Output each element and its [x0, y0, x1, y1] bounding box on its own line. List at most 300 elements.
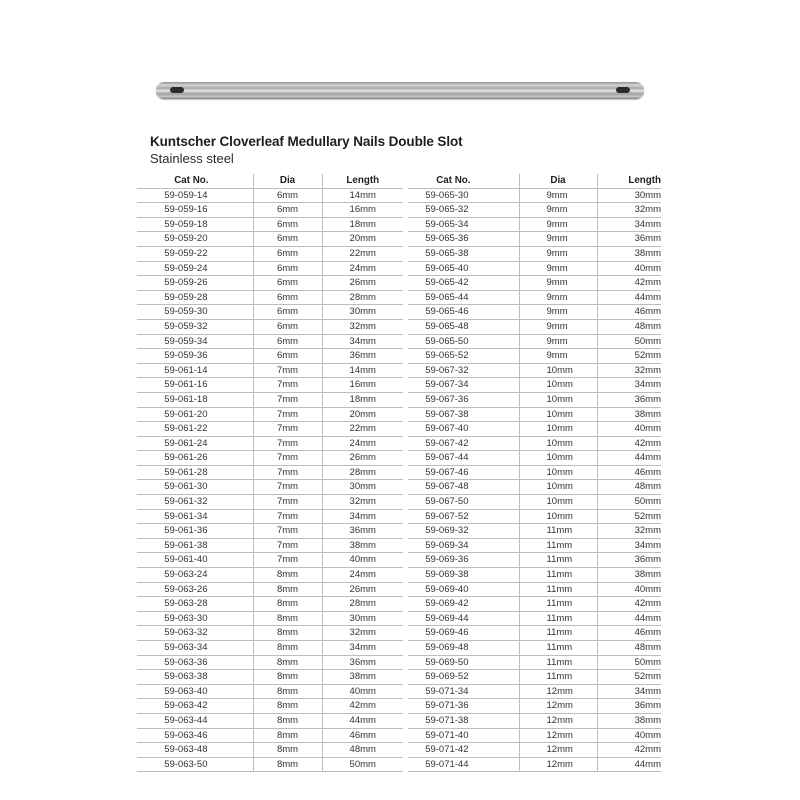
length-cell: 44mm	[597, 757, 661, 772]
dia-cell: 9mm	[519, 305, 597, 320]
dia-cell: 9mm	[519, 319, 597, 334]
table-row	[137, 684, 403, 699]
dia-cell: 7mm	[253, 422, 322, 437]
table-row	[137, 582, 403, 597]
length-cell: 46mm	[597, 626, 661, 641]
table-row	[408, 246, 661, 261]
table-row	[137, 728, 403, 743]
length-cell: 14mm	[322, 363, 403, 378]
length-cell: 52mm	[597, 670, 661, 685]
product-material: Stainless steel	[150, 151, 234, 166]
cat-no-cell: 59-067-38	[408, 407, 519, 422]
length-cell: 38mm	[597, 407, 661, 422]
length-cell: 42mm	[597, 276, 661, 291]
spec-table-right	[408, 174, 661, 772]
table-row	[408, 597, 661, 612]
cat-no-cell: 59-065-52	[408, 349, 519, 364]
table-row	[408, 290, 661, 305]
length-cell: 40mm	[597, 422, 661, 437]
cat-no-cell: 59-061-14	[137, 363, 253, 378]
dia-cell: 7mm	[253, 524, 322, 539]
length-cell: 18mm	[322, 217, 403, 232]
dia-cell: 9mm	[519, 349, 597, 364]
cat-no-cell: 59-061-38	[137, 538, 253, 553]
table-row	[137, 378, 403, 393]
length-cell: 44mm	[322, 713, 403, 728]
dia-cell: 8mm	[253, 713, 322, 728]
dia-cell: 12mm	[519, 757, 597, 772]
dia-cell: 10mm	[519, 509, 597, 524]
length-cell: 48mm	[597, 480, 661, 495]
dia-cell: 6mm	[253, 261, 322, 276]
table-row	[137, 407, 403, 422]
length-cell: 32mm	[322, 319, 403, 334]
length-cell: 16mm	[322, 203, 403, 218]
cat-no-cell: 59-071-36	[408, 699, 519, 714]
cat-no-cell: 59-065-34	[408, 217, 519, 232]
dia-cell: 10mm	[519, 378, 597, 393]
table-header-row	[408, 174, 661, 188]
cat-no-cell: 59-065-50	[408, 334, 519, 349]
spec-table-left	[137, 174, 403, 772]
table-row	[408, 553, 661, 568]
dia-cell: 12mm	[519, 713, 597, 728]
table-row	[137, 261, 403, 276]
length-cell: 38mm	[322, 538, 403, 553]
length-cell: 26mm	[322, 451, 403, 466]
length-cell: 14mm	[322, 188, 403, 203]
length-cell: 46mm	[597, 305, 661, 320]
length-cell: 32mm	[322, 495, 403, 510]
dia-cell: 7mm	[253, 465, 322, 480]
length-cell: 36mm	[597, 553, 661, 568]
cat-no-cell: 59-067-44	[408, 451, 519, 466]
cat-no-cell: 59-059-32	[137, 319, 253, 334]
length-cell: 32mm	[322, 626, 403, 641]
table-row	[408, 495, 661, 510]
cat-no-cell: 59-071-44	[408, 757, 519, 772]
dia-cell: 6mm	[253, 232, 322, 247]
cat-no-cell: 59-065-42	[408, 276, 519, 291]
cat-no-cell: 59-063-40	[137, 684, 253, 699]
table-row	[137, 246, 403, 261]
dia-cell: 7mm	[253, 509, 322, 524]
table-row	[408, 655, 661, 670]
dia-cell: 9mm	[519, 188, 597, 203]
column-header-length: Length	[597, 174, 661, 188]
dia-cell: 9mm	[519, 334, 597, 349]
dia-cell: 6mm	[253, 319, 322, 334]
cat-no-cell: 59-067-52	[408, 509, 519, 524]
length-cell: 34mm	[322, 509, 403, 524]
length-cell: 20mm	[322, 407, 403, 422]
table-row	[137, 363, 403, 378]
dia-cell: 9mm	[519, 276, 597, 291]
table-row	[408, 684, 661, 699]
dia-cell: 10mm	[519, 495, 597, 510]
cat-no-cell: 59-061-16	[137, 378, 253, 393]
dia-cell: 10mm	[519, 480, 597, 495]
cat-no-cell: 59-071-34	[408, 684, 519, 699]
cat-no-cell: 59-071-38	[408, 713, 519, 728]
table-row	[408, 728, 661, 743]
cat-no-cell: 59-061-32	[137, 495, 253, 510]
table-row	[408, 349, 661, 364]
length-cell: 38mm	[597, 246, 661, 261]
dia-cell: 8mm	[253, 728, 322, 743]
table-row	[137, 276, 403, 291]
dia-cell: 12mm	[519, 743, 597, 758]
cat-no-cell: 59-061-30	[137, 480, 253, 495]
length-cell: 34mm	[322, 641, 403, 656]
length-cell: 50mm	[597, 334, 661, 349]
cat-no-cell: 59-059-36	[137, 349, 253, 364]
table-row	[408, 451, 661, 466]
dia-cell: 6mm	[253, 334, 322, 349]
dia-cell: 7mm	[253, 451, 322, 466]
cat-no-cell: 59-063-26	[137, 582, 253, 597]
cat-no-cell: 59-061-20	[137, 407, 253, 422]
dia-cell: 10mm	[519, 465, 597, 480]
table-row	[137, 480, 403, 495]
table-row	[408, 743, 661, 758]
table-row	[137, 392, 403, 407]
length-cell: 34mm	[597, 684, 661, 699]
table-row	[408, 232, 661, 247]
table-row	[137, 568, 403, 583]
cat-no-cell: 59-065-46	[408, 305, 519, 320]
dia-cell: 7mm	[253, 378, 322, 393]
cat-no-cell: 59-069-52	[408, 670, 519, 685]
cat-no-cell: 59-061-36	[137, 524, 253, 539]
dia-cell: 11mm	[519, 568, 597, 583]
table-row	[137, 509, 403, 524]
length-cell: 34mm	[322, 334, 403, 349]
cat-no-cell: 59-063-44	[137, 713, 253, 728]
table-row	[137, 655, 403, 670]
cat-no-cell: 59-069-46	[408, 626, 519, 641]
cat-no-cell: 59-067-48	[408, 480, 519, 495]
dia-cell: 10mm	[519, 363, 597, 378]
dia-cell: 9mm	[519, 203, 597, 218]
dia-cell: 7mm	[253, 392, 322, 407]
length-cell: 52mm	[597, 509, 661, 524]
table-row	[137, 188, 403, 203]
table-row	[408, 757, 661, 772]
cat-no-cell: 59-065-38	[408, 246, 519, 261]
cat-no-cell: 59-061-28	[137, 465, 253, 480]
length-cell: 52mm	[597, 349, 661, 364]
cat-no-cell: 59-063-42	[137, 699, 253, 714]
dia-cell: 7mm	[253, 538, 322, 553]
length-cell: 32mm	[597, 203, 661, 218]
length-cell: 50mm	[597, 655, 661, 670]
length-cell: 46mm	[597, 465, 661, 480]
table-row	[137, 334, 403, 349]
length-cell: 24mm	[322, 261, 403, 276]
length-cell: 40mm	[597, 261, 661, 276]
length-cell: 40mm	[597, 728, 661, 743]
cat-no-cell: 59-069-42	[408, 597, 519, 612]
cat-no-cell: 59-061-40	[137, 553, 253, 568]
table-row	[137, 451, 403, 466]
dia-cell: 11mm	[519, 582, 597, 597]
cat-no-cell: 59-063-46	[137, 728, 253, 743]
cat-no-cell: 59-061-18	[137, 392, 253, 407]
dia-cell: 10mm	[519, 407, 597, 422]
column-header-length: Length	[322, 174, 403, 188]
length-cell: 24mm	[322, 568, 403, 583]
column-header-cat-no: Cat No.	[408, 174, 519, 188]
length-cell: 30mm	[322, 611, 403, 626]
dia-cell: 7mm	[253, 407, 322, 422]
table-row	[137, 495, 403, 510]
cat-no-cell: 59-059-26	[137, 276, 253, 291]
cat-no-cell: 59-065-32	[408, 203, 519, 218]
cat-no-cell: 59-063-34	[137, 641, 253, 656]
dia-cell: 8mm	[253, 684, 322, 699]
table-row	[137, 743, 403, 758]
length-cell: 34mm	[597, 538, 661, 553]
cat-no-cell: 59-069-44	[408, 611, 519, 626]
cat-no-cell: 59-059-16	[137, 203, 253, 218]
cat-no-cell: 59-063-38	[137, 670, 253, 685]
table-row	[408, 261, 661, 276]
table-header-row	[137, 174, 403, 188]
length-cell: 42mm	[322, 699, 403, 714]
dia-cell: 6mm	[253, 276, 322, 291]
cat-no-cell: 59-069-36	[408, 553, 519, 568]
table-row	[137, 611, 403, 626]
dia-cell: 8mm	[253, 757, 322, 772]
table-row	[137, 465, 403, 480]
table-row	[408, 319, 661, 334]
length-cell: 40mm	[597, 582, 661, 597]
dia-cell: 7mm	[253, 480, 322, 495]
table-row	[137, 203, 403, 218]
dia-cell: 11mm	[519, 524, 597, 539]
length-cell: 46mm	[322, 728, 403, 743]
dia-cell: 8mm	[253, 597, 322, 612]
table-row	[408, 378, 661, 393]
length-cell: 32mm	[597, 524, 661, 539]
table-row	[408, 509, 661, 524]
cat-no-cell: 59-063-32	[137, 626, 253, 641]
dia-cell: 6mm	[253, 290, 322, 305]
length-cell: 32mm	[597, 363, 661, 378]
length-cell: 30mm	[597, 188, 661, 203]
table-row	[137, 626, 403, 641]
dia-cell: 6mm	[253, 203, 322, 218]
table-row	[408, 217, 661, 232]
table-row	[408, 422, 661, 437]
dia-cell: 8mm	[253, 626, 322, 641]
length-cell: 36mm	[322, 655, 403, 670]
length-cell: 40mm	[322, 684, 403, 699]
product-title: Kuntscher Cloverleaf Medullary Nails Double Slot	[150, 134, 463, 149]
cat-no-cell: 59-063-30	[137, 611, 253, 626]
dia-cell: 11mm	[519, 611, 597, 626]
table-row	[137, 670, 403, 685]
length-cell: 40mm	[322, 553, 403, 568]
cat-no-cell: 59-065-40	[408, 261, 519, 276]
table-row	[137, 422, 403, 437]
length-cell: 48mm	[597, 641, 661, 656]
table-row	[137, 713, 403, 728]
length-cell: 28mm	[322, 290, 403, 305]
cat-no-cell: 59-067-36	[408, 392, 519, 407]
length-cell: 36mm	[322, 524, 403, 539]
cat-no-cell: 59-059-34	[137, 334, 253, 349]
length-cell: 30mm	[322, 305, 403, 320]
dia-cell: 11mm	[519, 626, 597, 641]
length-cell: 48mm	[322, 743, 403, 758]
cat-no-cell: 59-059-14	[137, 188, 253, 203]
table-row	[408, 363, 661, 378]
table-row	[137, 597, 403, 612]
cat-no-cell: 59-059-22	[137, 246, 253, 261]
cat-no-cell: 59-067-50	[408, 495, 519, 510]
length-cell: 36mm	[597, 232, 661, 247]
cat-no-cell: 59-065-30	[408, 188, 519, 203]
table-row	[408, 611, 661, 626]
cat-no-cell: 59-065-44	[408, 290, 519, 305]
length-cell: 50mm	[597, 495, 661, 510]
table-row	[408, 641, 661, 656]
dia-cell: 7mm	[253, 436, 322, 451]
dia-cell: 10mm	[519, 392, 597, 407]
cat-no-cell: 59-059-20	[137, 232, 253, 247]
length-cell: 44mm	[597, 611, 661, 626]
table-row	[408, 699, 661, 714]
length-cell: 18mm	[322, 392, 403, 407]
table-row	[408, 670, 661, 685]
dia-cell: 11mm	[519, 655, 597, 670]
dia-cell: 11mm	[519, 553, 597, 568]
table-row	[408, 538, 661, 553]
length-cell: 30mm	[322, 480, 403, 495]
cat-no-cell: 59-067-42	[408, 436, 519, 451]
length-cell: 50mm	[322, 757, 403, 772]
cat-no-cell: 59-067-40	[408, 422, 519, 437]
dia-cell: 6mm	[253, 305, 322, 320]
cat-no-cell: 59-069-32	[408, 524, 519, 539]
dia-cell: 6mm	[253, 246, 322, 261]
dia-cell: 8mm	[253, 611, 322, 626]
cat-no-cell: 59-063-24	[137, 568, 253, 583]
table-row	[137, 217, 403, 232]
length-cell: 20mm	[322, 232, 403, 247]
dia-cell: 8mm	[253, 699, 322, 714]
length-cell: 44mm	[597, 451, 661, 466]
table-row	[408, 188, 661, 203]
dia-cell: 6mm	[253, 217, 322, 232]
length-cell: 42mm	[597, 597, 661, 612]
cat-no-cell: 59-063-50	[137, 757, 253, 772]
cat-no-cell: 59-059-30	[137, 305, 253, 320]
dia-cell: 7mm	[253, 553, 322, 568]
cat-no-cell: 59-063-36	[137, 655, 253, 670]
length-cell: 34mm	[597, 217, 661, 232]
dia-cell: 9mm	[519, 217, 597, 232]
table-row	[408, 626, 661, 641]
table-row	[408, 524, 661, 539]
cat-no-cell: 59-061-24	[137, 436, 253, 451]
dia-cell: 12mm	[519, 699, 597, 714]
column-header-cat-no: Cat No.	[137, 174, 253, 188]
cat-no-cell: 59-063-48	[137, 743, 253, 758]
left-slot	[170, 87, 184, 93]
length-cell: 16mm	[322, 378, 403, 393]
length-cell: 36mm	[322, 349, 403, 364]
dia-cell: 6mm	[253, 349, 322, 364]
cat-no-cell: 59-059-18	[137, 217, 253, 232]
table-row	[137, 641, 403, 656]
length-cell: 48mm	[597, 319, 661, 334]
right-slot	[616, 87, 630, 93]
cat-no-cell: 59-067-46	[408, 465, 519, 480]
length-cell: 34mm	[597, 378, 661, 393]
dia-cell: 11mm	[519, 641, 597, 656]
cat-no-cell: 59-069-48	[408, 641, 519, 656]
column-header-dia: Dia	[519, 174, 597, 188]
table-row	[408, 480, 661, 495]
cat-no-cell: 59-065-48	[408, 319, 519, 334]
table-row	[137, 349, 403, 364]
length-cell: 36mm	[597, 392, 661, 407]
table-row	[137, 319, 403, 334]
table-row	[408, 465, 661, 480]
table-row	[408, 276, 661, 291]
dia-cell: 8mm	[253, 655, 322, 670]
cat-no-cell: 59-067-34	[408, 378, 519, 393]
length-cell: 42mm	[597, 743, 661, 758]
length-cell: 36mm	[597, 699, 661, 714]
cat-no-cell: 59-069-34	[408, 538, 519, 553]
table-row	[408, 334, 661, 349]
cat-no-cell: 59-071-40	[408, 728, 519, 743]
cat-no-cell: 59-059-28	[137, 290, 253, 305]
table-row	[408, 392, 661, 407]
cat-no-cell: 59-069-50	[408, 655, 519, 670]
dia-cell: 8mm	[253, 743, 322, 758]
table-row	[408, 203, 661, 218]
length-cell: 26mm	[322, 582, 403, 597]
cat-no-cell: 59-067-32	[408, 363, 519, 378]
dia-cell: 11mm	[519, 538, 597, 553]
table-row	[408, 582, 661, 597]
table-row	[137, 699, 403, 714]
dia-cell: 9mm	[519, 246, 597, 261]
length-cell: 42mm	[597, 436, 661, 451]
length-cell: 26mm	[322, 276, 403, 291]
cat-no-cell: 59-061-26	[137, 451, 253, 466]
table-row	[408, 407, 661, 422]
dia-cell: 11mm	[519, 597, 597, 612]
column-header-dia: Dia	[253, 174, 322, 188]
cat-no-cell: 59-065-36	[408, 232, 519, 247]
nail-image	[156, 82, 644, 99]
length-cell: 44mm	[597, 290, 661, 305]
table-row	[408, 436, 661, 451]
dia-cell: 7mm	[253, 363, 322, 378]
dia-cell: 8mm	[253, 670, 322, 685]
dia-cell: 9mm	[519, 232, 597, 247]
table-row	[137, 553, 403, 568]
dia-cell: 8mm	[253, 641, 322, 656]
cat-no-cell: 59-061-22	[137, 422, 253, 437]
length-cell: 24mm	[322, 436, 403, 451]
